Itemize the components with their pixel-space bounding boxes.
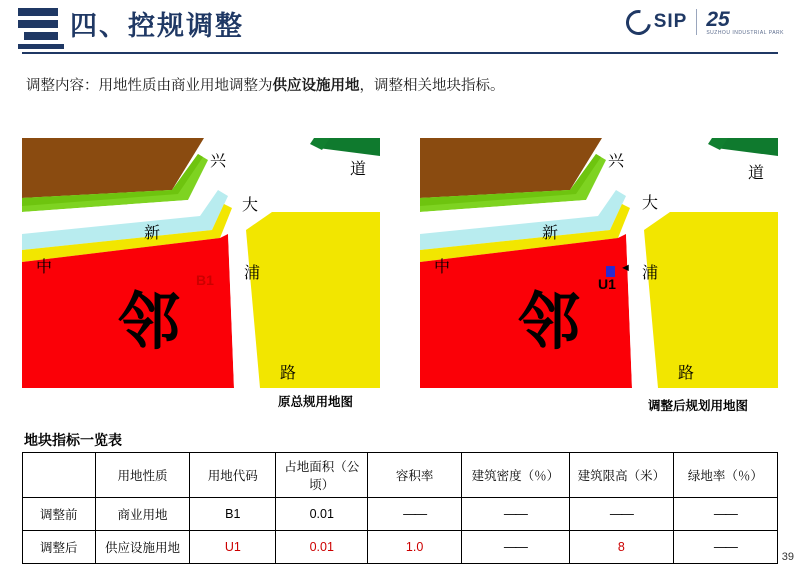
row-after-area: 0.01	[276, 531, 368, 564]
intro-suffix: ，调整相关地块指标。	[359, 78, 505, 94]
map-before-district-glyph: 邻	[118, 288, 181, 357]
map-after-caption: 调整后规划用地图	[648, 399, 749, 413]
map-after-label-pu: 浦	[642, 265, 659, 282]
map-before-label-xing: 兴	[210, 153, 227, 170]
map-after-parcel-code: U1	[598, 276, 616, 292]
logo-separator	[696, 9, 697, 35]
map-after-graphic	[420, 138, 778, 388]
page-number: 39	[781, 551, 794, 563]
intro-text	[26, 74, 505, 95]
row-before-land-code: B1	[190, 498, 276, 531]
row-before-far: ——	[368, 498, 462, 531]
map-before[interactable]	[22, 138, 380, 388]
map-before-label-dao: 道	[350, 161, 367, 178]
index-table	[22, 452, 778, 564]
map-after-label-lu: 路	[678, 365, 695, 382]
row-after-density: ——	[462, 531, 570, 564]
anniversary-number: 25	[706, 8, 730, 31]
map-before-caption: 原总规用地图	[278, 395, 354, 409]
row-after-height: 8	[569, 531, 673, 564]
anniversary-subtitle: SUZHOU INDUSTRIAL PARK	[706, 30, 784, 36]
th-greenrate: 绿地率（％）	[673, 453, 777, 498]
sip-logo-label: SIP	[653, 11, 688, 32]
row-before-height: ——	[569, 498, 673, 531]
map-before-graphic	[22, 138, 380, 388]
map-after[interactable]	[420, 138, 778, 388]
swirl-icon	[621, 5, 656, 40]
page-title: 四、控规调整	[70, 11, 244, 41]
sip-logo-text	[626, 10, 688, 35]
row-after-land-use: 供应设施用地	[95, 531, 190, 564]
table-title: 地块指标一览表	[24, 432, 122, 448]
map-after-label-xin: 新	[542, 225, 559, 242]
row-before-density: ——	[462, 498, 570, 531]
row-after-label: 调整后	[23, 531, 96, 564]
intro-prefix: 调整内容：用地性质由商业用地调整为	[26, 78, 273, 94]
map-after-label-dao: 道	[748, 165, 765, 182]
table-row	[23, 531, 778, 564]
th-area: 占地面积（公顷）	[276, 453, 368, 498]
row-after-greenrate: ——	[673, 531, 777, 564]
row-after-far: 1.0	[368, 531, 462, 564]
map-before-label-pu: 浦	[244, 265, 261, 282]
marker-arrow-icon: ◄	[620, 262, 631, 274]
row-before-area: 0.01	[276, 498, 368, 531]
table-header-row	[23, 453, 778, 498]
row-before-label: 调整前	[23, 498, 96, 531]
anniversary-mark	[706, 8, 784, 36]
th-land-code: 用地代码	[190, 453, 276, 498]
map-before-label-da: 大	[242, 197, 259, 214]
header-decoration-bars	[18, 8, 58, 48]
map-before-label-xin: 新	[144, 225, 161, 242]
th-far: 容积率	[368, 453, 462, 498]
map-after-label-zhong: 中	[434, 259, 451, 276]
map-before-label-zhong: 中	[36, 259, 53, 276]
row-after-land-code: U1	[190, 531, 276, 564]
header-divider	[22, 52, 778, 54]
th-density: 建筑密度（％）	[462, 453, 570, 498]
intro-emphasis: 供应设施用地	[272, 78, 360, 94]
th-land-use: 用地性质	[95, 453, 190, 498]
sip-logo	[626, 8, 784, 36]
row-before-greenrate: ——	[673, 498, 777, 531]
map-before-parcel-code: B1	[196, 272, 214, 288]
th-empty	[23, 453, 96, 498]
map-after-label-da: 大	[642, 195, 659, 212]
map-before-label-lu: 路	[280, 365, 297, 382]
row-before-land-use: 商业用地	[95, 498, 190, 531]
page-header	[0, 0, 800, 56]
table-row	[23, 498, 778, 531]
th-height: 建筑限高（米）	[569, 453, 673, 498]
map-after-label-xing: 兴	[608, 153, 625, 170]
map-after-district-glyph: 邻	[518, 288, 581, 357]
